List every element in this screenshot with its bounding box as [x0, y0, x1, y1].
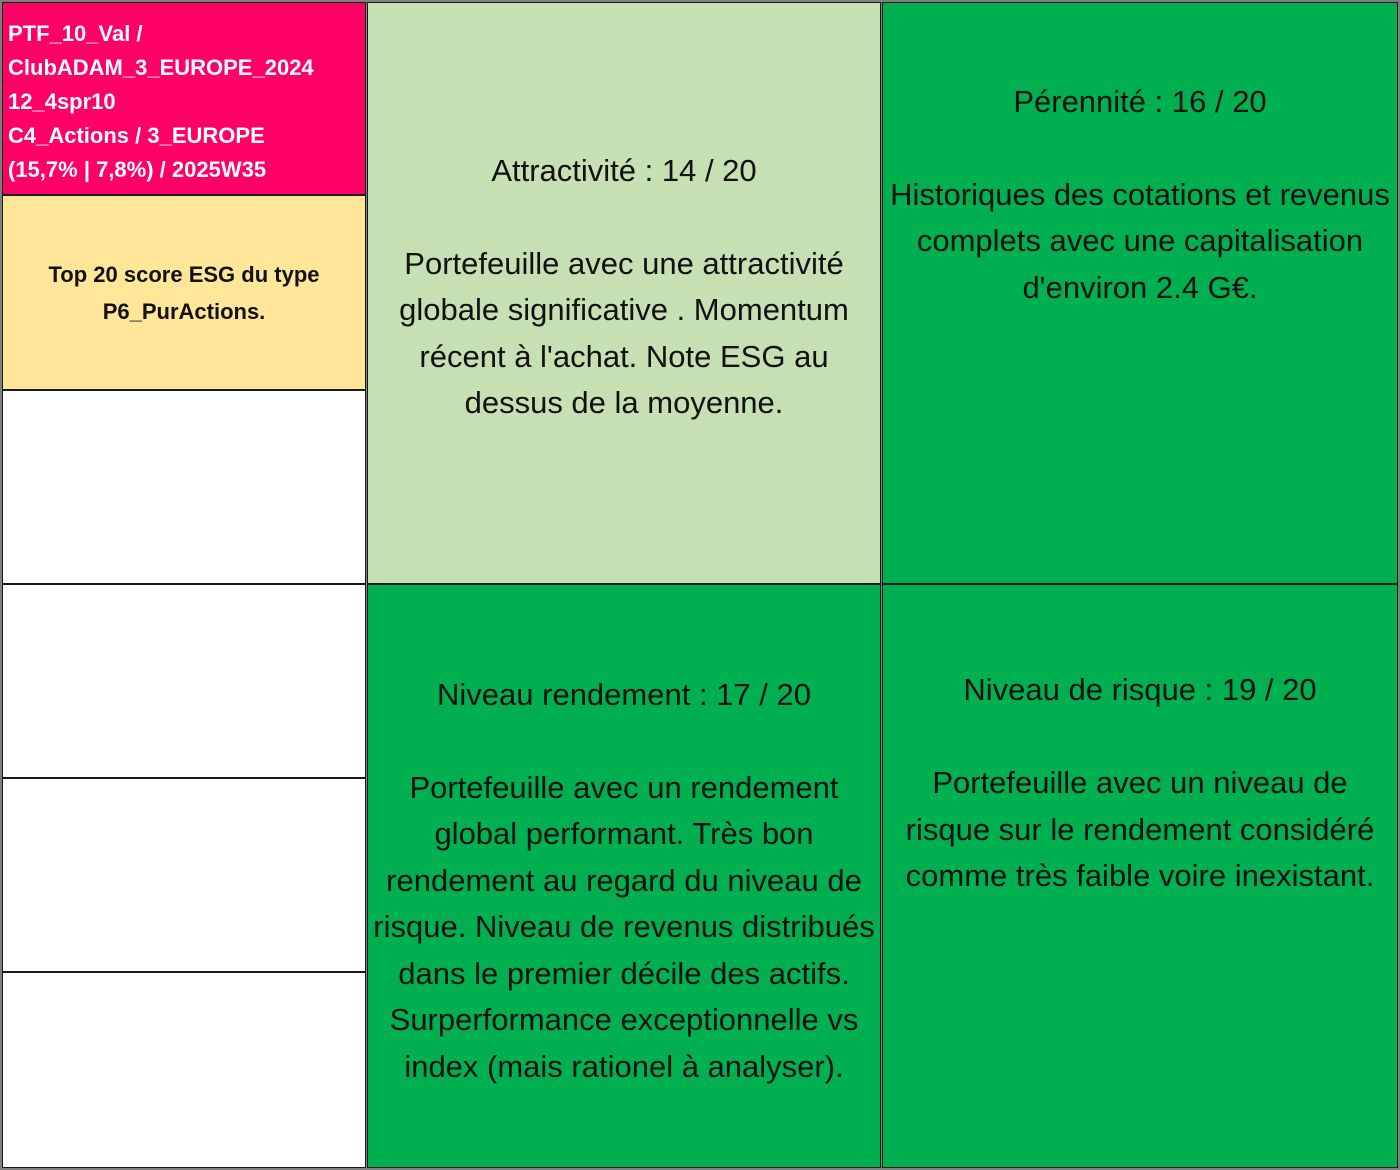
perennite-cell: [882, 2, 1398, 584]
rendement-cell: [367, 584, 881, 1168]
attractivite-heading: Attractivité : 14 / 20: [491, 152, 757, 188]
attractivite-card: [374, 148, 874, 427]
perennite-body: Historiques des cotations et revenus complets avec une capitalisation d'environ 2.4 G€.: [890, 176, 1390, 305]
portfolio-type-cell: [2, 195, 366, 390]
rendement-card: [372, 672, 877, 1091]
empty-cell: [2, 584, 366, 778]
attractivite-body: Portefeuille avec une attractivité globale significative . Momentum récent à l'achat. Note ESG au dessus de la moyenne.: [399, 245, 849, 420]
rendement-body: Portefeuille avec un rendement global performant. Très bon rendement au regard du niveau de risque. Niveau de revenus distribués dans le premier décile des actifs. Surperformance exceptionnelle vs index (mais rationel à analyser).: [373, 769, 875, 1084]
risque-cell: [882, 584, 1398, 1168]
attractivite-cell: [367, 2, 881, 584]
portfolio-type-label: Top 20 score ESG du type P6_PurActions.: [48, 261, 320, 324]
empty-cell: [2, 778, 366, 972]
risque-body: Portefeuille avec un niveau de risque sur le rendement considéré comme très faible voire inexistant.: [905, 765, 1375, 894]
portfolio-title: PTF_10_Val / ClubADAM_3_EUROPE_2024 12_4spr10 C4_Actions / 3_EUROPE (15,7% | 7,8%) / 2025W35: [8, 21, 314, 182]
portfolio-title-cell: [2, 2, 366, 195]
risque-card: [890, 667, 1390, 900]
rendement-heading: Niveau rendement : 17 / 20: [437, 676, 811, 712]
empty-cell: [2, 390, 366, 584]
perennite-card: [890, 79, 1390, 312]
empty-cell: [2, 972, 366, 1168]
risque-heading: Niveau de risque : 19 / 20: [963, 672, 1317, 708]
perennite-heading: Pérennité : 16 / 20: [1013, 83, 1267, 119]
